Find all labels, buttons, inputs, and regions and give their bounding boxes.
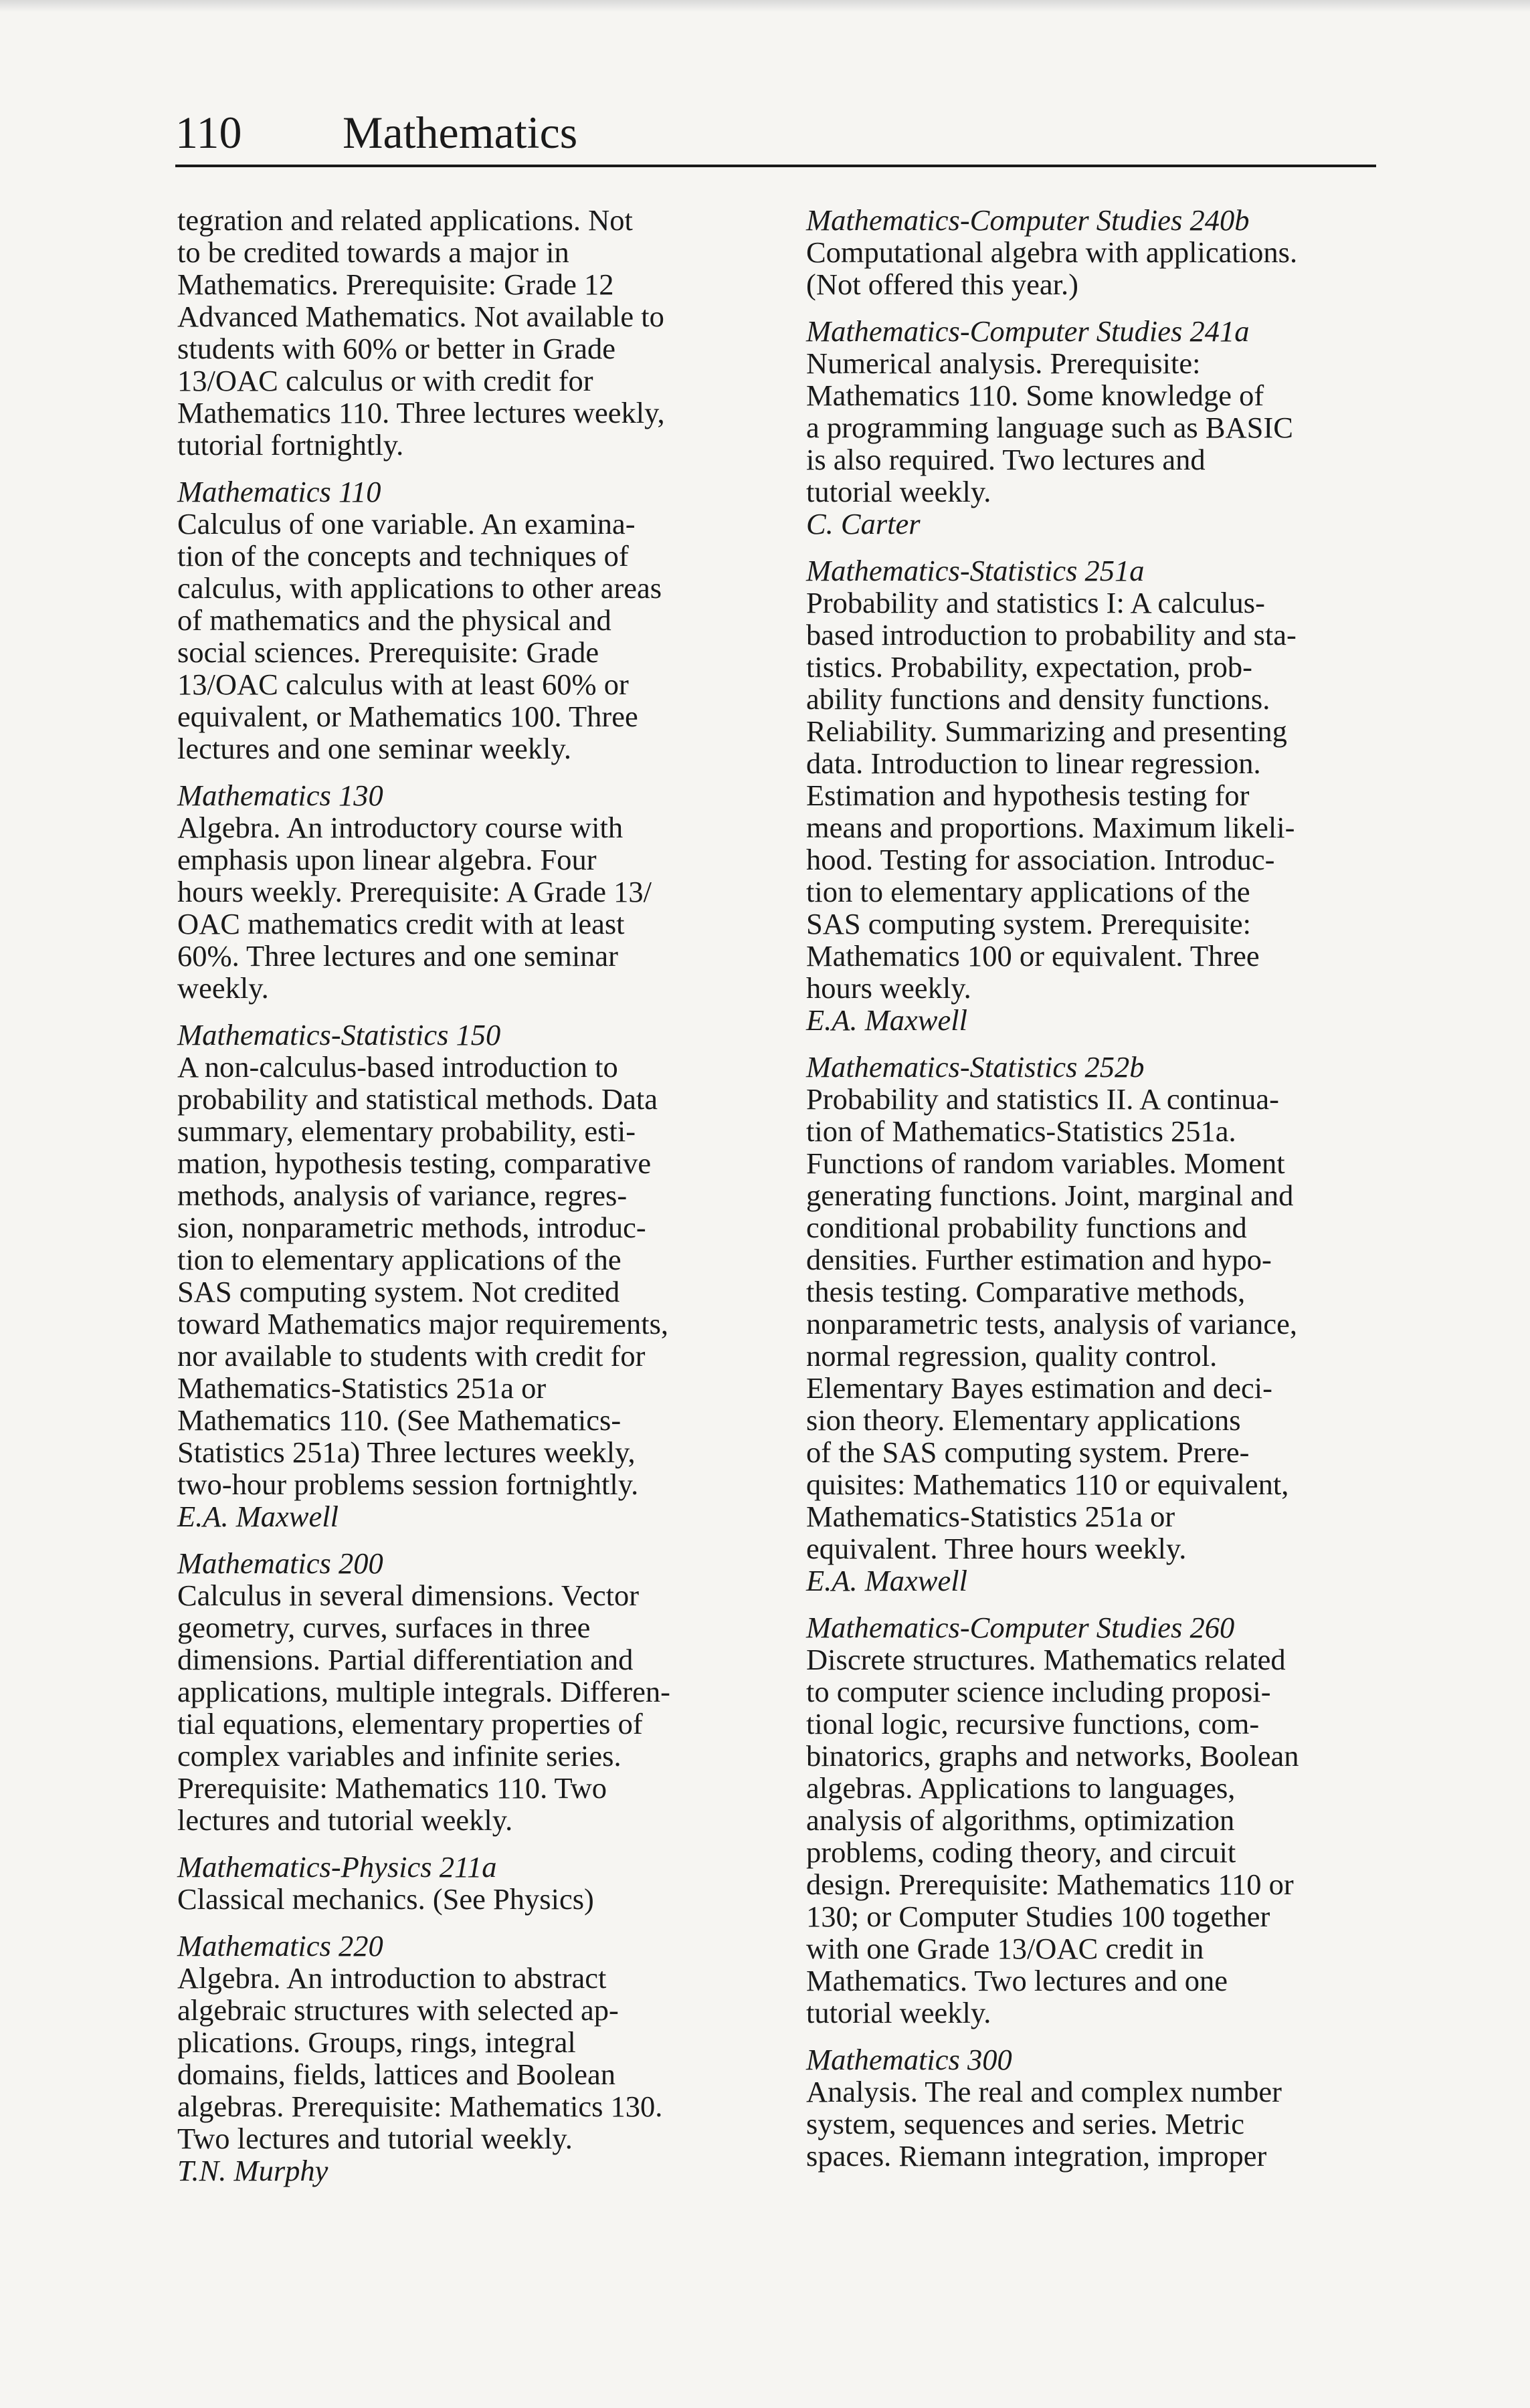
course-entry — [806, 1611, 1381, 2029]
course-entry — [806, 555, 1381, 1036]
course-entry — [177, 1851, 753, 1915]
course-entry — [177, 1547, 753, 1836]
course-entry — [177, 476, 753, 765]
course-description: Numerical analysis. Prerequisite: Mathematics 110. Some knowledge of a programming language such as BASIC is also required. Two lectures and tutorial weekly. — [806, 346, 1293, 508]
right-course-list — [806, 204, 1381, 2172]
course-description: Analysis. The real and complex number system, sequences and series. Metric spaces. Riemann integration, improper — [806, 2075, 1282, 2173]
course-title: Mathematics-Computer Studies 260 — [806, 1611, 1235, 1644]
course-instructor: T.N. Murphy — [177, 2154, 328, 2187]
page-header — [175, 100, 1376, 167]
course-title: Mathematics-Statistics 150 — [177, 1018, 501, 1051]
course-description: Algebra. An introduction to abstract algebraic structures with selected ap- plications. Groups, rings, integral domains, fields, lattices and Boolean algebras. Prerequisite: Mathematics 130. Two lectures and tutorial weekly. — [177, 1961, 663, 2155]
course-title: Mathematics 130 — [177, 779, 383, 812]
course-entry — [177, 1019, 753, 1532]
course-description: Calculus in several dimensions. Vector geometry, curves, surfaces in three dimensions. Partial differentiation and applications, multiple integrals. Differen- tial equations, elementary properties of complex variables and infinite series. Prerequisite: Mathematics 110. Two lectures and tutorial weekly. — [177, 1579, 670, 1837]
course-description: Algebra. An introductory course with emphasis upon linear algebra. Four hours weekly. Prerequisite: A Grade 13/ OAC mathematics credit with at least 60%. Three lectures and one seminar weekly. — [177, 811, 652, 1005]
course-instructor: E.A. Maxwell — [806, 1564, 967, 1597]
course-title: Mathematics 220 — [177, 1929, 383, 1963]
course-title: Mathematics-Computer Studies 241a — [806, 314, 1250, 348]
left-column — [177, 204, 753, 2201]
course-title: Mathematics-Physics 211a — [177, 1850, 497, 1884]
course-description: Discrete structures. Mathematics related to computer science including proposi- tional logic, recursive functions, com- binatorics, graphs and networks, Boolean algebras. Applications to languages, analysis of algorithms, optimization problems, coding theory, and circuit design. Prerequisite: Mathematics 110 or 130; or Computer Studies 100 together with one Grade 13/OAC credit in Mathematics. Two lectures and one tutorial weekly. — [806, 1643, 1299, 2029]
course-instructor: E.A. Maxwell — [806, 1003, 967, 1037]
right-column — [806, 204, 1381, 2187]
course-entry — [177, 779, 753, 1004]
course-description: Probability and statistics II. A continua- tion of Mathematics-Statistics 251a. Functions of random variables. Moment generating functions. Joint, marginal and conditional probability functions and densities. Further estimation and hypo- thesis testing. Comparative methods, nonparametric tests, analysis of variance, normal regression, quality control. Elementary Bayes estimation and deci- sion theory. Elementary applications of the SAS computing system. Prere- quisites: Mathematics 110 or equivalent, Mathematics-Statistics 251a or equivalent. Three hours weekly. — [806, 1082, 1297, 1565]
course-entry — [806, 315, 1381, 540]
course-instructor: C. Carter — [806, 507, 921, 540]
course-title: Mathematics-Statistics 251a — [806, 554, 1145, 587]
course-description: Computational algebra with applications. (Not offered this year.) — [806, 235, 1298, 301]
section-title: Mathematics — [343, 107, 578, 158]
course-title: Mathematics 300 — [806, 2043, 1012, 2076]
course-description: Probability and statistics I: A calculus- based introduction to probability and sta- tistics. Probability, expectation, prob- ability functions and density functions. Reliability. Summarizing and presenting data. Introduction to linear regression. Estimation and hypothesis testing for means and proportions. Maximum likeli- hood. Testing for association. Introduc- tion to elementary applications of the SAS computing system. Prerequisite: Mathematics 100 or equivalent. Three hours weekly. — [806, 586, 1297, 1005]
course-title: Mathematics 200 — [177, 1546, 383, 1580]
course-entry — [806, 1051, 1381, 1597]
course-title: Mathematics-Statistics 252b — [806, 1050, 1145, 1084]
course-entry — [806, 2043, 1381, 2172]
course-entry — [177, 1930, 753, 2187]
left-course-list — [177, 476, 753, 2187]
course-description: A non-calculus-based introduction to probability and statistical methods. Data summary, elementary probability, esti- mation, hypothesis testing, comparative methods, analysis of variance, regres- sion, nonparametric methods, introduc- tion to elementary applications of the SAS computing system. Not credited toward Mathematics major requirements, nor available to students with credit for Mathematics-Statistics 251a or Mathematics 110. (See Mathematics- Statistics 251a) Three lectures weekly, two-hour problems session fortnightly. — [177, 1050, 669, 1501]
course-title: Mathematics 110 — [177, 475, 381, 508]
course-description: Classical mechanics. (See Physics) — [177, 1882, 594, 1916]
course-title: Mathematics-Computer Studies 240b — [806, 203, 1250, 237]
course-description: Calculus of one variable. An examina- tion of the concepts and techniques of calculus, with applications to other areas of mathematics and the physical and social sciences. Prerequisite: Grade 13/OAC calculus with at least 60% or equivalent, or Mathematics 100. Three lectures and one seminar weekly. — [177, 507, 662, 765]
course-instructor: E.A. Maxwell — [177, 1500, 339, 1533]
continued-course-text: tegration and related applications. Not to be credited towards a major in Mathematics. Prerequisite: Grade 12 Advanced Mathematics. Not available to students with 60% or better in Grade 13/OAC calculus or with credit for Mathematics 110. Three lectures weekly, tutorial fortnightly. — [177, 203, 665, 462]
page-number: 110 — [175, 107, 242, 158]
course-entry — [806, 204, 1381, 300]
